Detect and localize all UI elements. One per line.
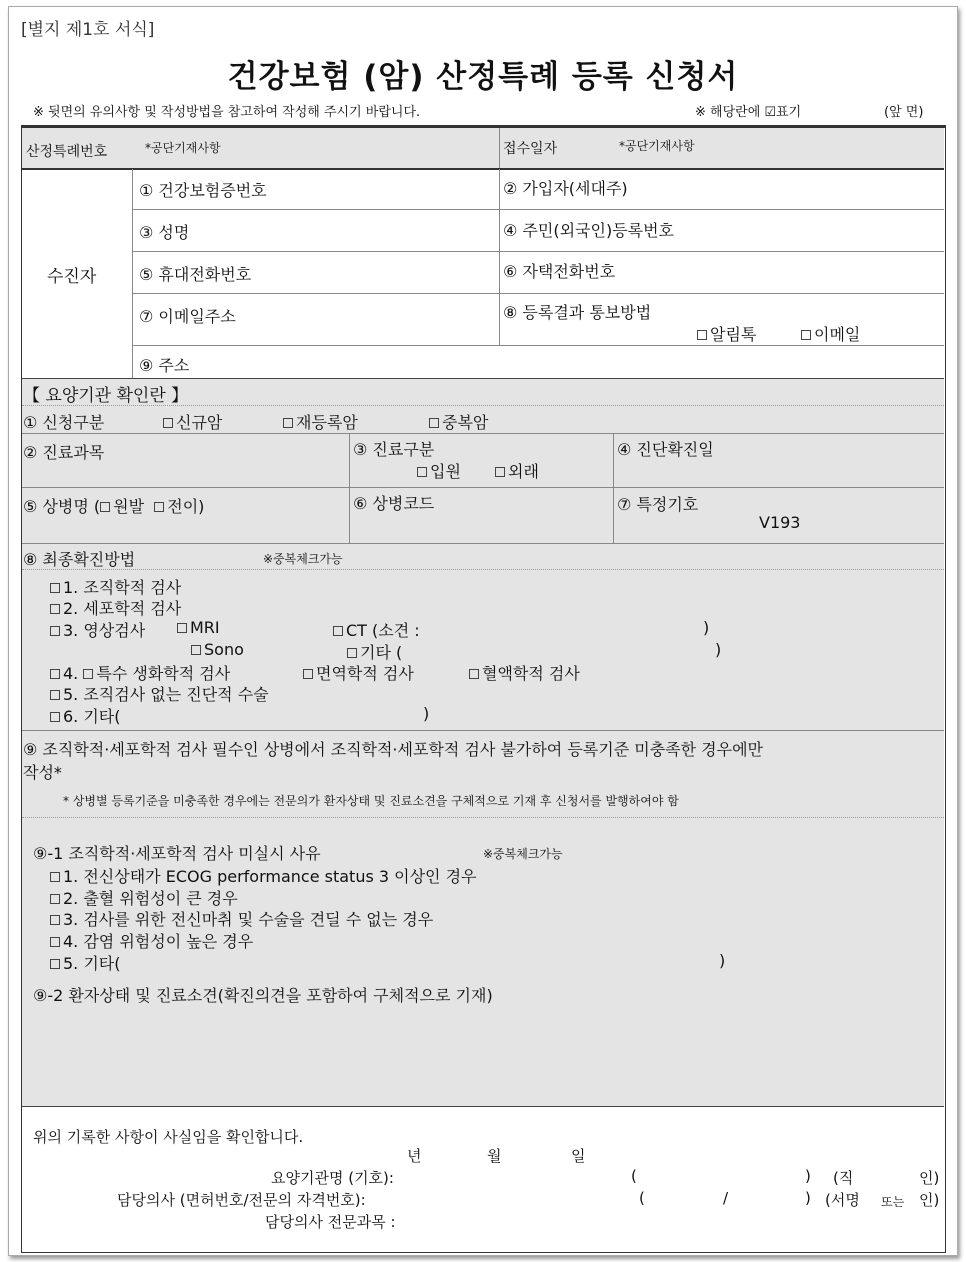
care-inpatient-option[interactable]: 입원	[417, 459, 461, 482]
method-special-tests[interactable]: 4. 특수 생화학적 검사	[50, 661, 230, 684]
reason-other[interactable]: 5. 기타(	[50, 951, 121, 974]
disease-code-label: ⑥ 상병코드	[353, 494, 435, 513]
mobile-phone-label: ⑤ 휴대전화번호	[139, 265, 252, 284]
receipt-date-label: 접수일자	[503, 141, 558, 157]
reason-infection[interactable]: 4. 감염 위험성이 높은 경우	[50, 929, 253, 952]
institution-section-title: 【 요양기관 확인란 】	[23, 386, 189, 406]
checkbox-icon[interactable]	[50, 894, 60, 904]
insurance-card-number-label: ① 건강보험증번호	[139, 181, 267, 200]
special-code-label: ⑦ 특정기호	[617, 495, 699, 514]
checkbox-icon[interactable]	[163, 418, 173, 428]
notify-kakao-option[interactable]: 알림톡	[697, 322, 756, 345]
apply-multiple-option[interactable]: 중복암	[429, 410, 488, 433]
reason-anesthesia[interactable]: 3. 검사를 위한 전신마취 및 수술을 견딜 수 없는 경우	[50, 907, 433, 930]
date-month: 월	[487, 1147, 502, 1165]
notice-text: ※ 뒷면의 유의사항 및 작성방법을 참고하여 작성해 주시기 바랍니다.	[33, 105, 421, 120]
doctor-specialty-label: 담당의사 전문과목 :	[265, 1213, 396, 1231]
notify-method-label: ⑧ 등록결과 통보방법	[503, 303, 652, 322]
checkbox-icon[interactable]	[303, 669, 313, 679]
final-method-note: ※중복체크가능	[263, 552, 343, 566]
checkbox-icon[interactable]	[417, 467, 427, 477]
special-code-value: V193	[759, 513, 801, 532]
apply-new-option[interactable]: 신규암	[163, 410, 222, 433]
diagnosis-date-label: ④ 진단확진일	[617, 440, 714, 459]
subscriber-label: ② 가입자(세대주)	[503, 179, 628, 198]
ct-close-paren: )	[703, 618, 710, 637]
checkbox-icon[interactable]	[333, 626, 343, 636]
resident-number-label: ④ 주민(외국인)등록번호	[503, 221, 675, 240]
reason-other-close-paren: )	[719, 951, 726, 970]
doc-close-paren: )	[805, 1189, 811, 1207]
confirm-text: 위의 기록한 사항이 사실임을 확인합니다.	[33, 1128, 304, 1146]
reg-number-label: 산정특례번호	[26, 144, 108, 160]
doc-slash: /	[723, 1189, 729, 1207]
section9-line1: ⑨ 조직학적·세포학적 검사 필수인 상병에서 조직학적·세포학적 검사 불가하여 등록기준 미충족한 경우에만	[23, 740, 763, 759]
reg-number-note: *공단기재사항	[145, 141, 221, 155]
checkbox-icon[interactable]	[83, 669, 93, 679]
checkbox-icon[interactable]	[177, 623, 187, 633]
name-label: ③ 성명	[139, 223, 190, 242]
checkbox-icon[interactable]	[191, 645, 201, 655]
page-side: (앞 면)	[884, 105, 924, 120]
checkbox-icon[interactable]	[347, 648, 357, 658]
checkbox-icon[interactable]	[50, 937, 60, 947]
method-histology[interactable]: 1. 조직학적 검사	[50, 575, 181, 598]
form-page	[8, 6, 958, 1256]
email-label: ⑦ 이메일주소	[139, 307, 236, 326]
doc-open-paren: (	[639, 1189, 645, 1207]
checkbox-icon[interactable]	[50, 959, 60, 969]
checkbox-icon[interactable]	[50, 690, 60, 700]
doc-sign-or: 또는	[881, 1195, 905, 1209]
other-img-close-paren: )	[715, 640, 722, 659]
checkbox-icon[interactable]	[50, 712, 60, 722]
checkbox-icon[interactable]	[50, 583, 60, 593]
apply-reregister-option[interactable]: 재등록암	[283, 410, 358, 433]
page-title: 건강보험 (암) 산정특례 등록 신청서	[227, 59, 739, 95]
imaging-other-option[interactable]: 기타 (	[347, 640, 402, 663]
checkbox-icon[interactable]	[283, 418, 293, 428]
home-phone-label: ⑥ 자택전화번호	[503, 262, 616, 281]
section9-line2: 작성*	[23, 763, 62, 782]
checkbox-icon[interactable]	[50, 604, 60, 614]
disease-name-label: ⑤ 상병명 ( 원발 전이)	[23, 497, 205, 516]
apply-type-label: ① 신청구분	[23, 413, 105, 432]
receipt-date-note: *공단기재사항	[619, 139, 695, 153]
method-hematology[interactable]: 혈액학적 검사	[469, 661, 580, 684]
reason-bleeding[interactable]: 2. 출혈 위험성이 큰 경우	[50, 886, 238, 909]
other-close-paren: )	[423, 704, 430, 723]
inst-seal-label: (직	[833, 1169, 854, 1187]
section9-note: * 상병별 등록기준을 미충족한 경우에는 전문의가 환자상태 및 진료소견을 구체적으로 기재 후 신청서를 발행하여야 함	[63, 794, 679, 808]
address-label: ⑨ 주소	[139, 356, 190, 375]
notify-email-option[interactable]: 이메일	[801, 322, 860, 345]
inst-close-paren: )	[805, 1167, 811, 1185]
doc-sign-label: (서명	[825, 1191, 860, 1209]
final-method-label: ⑧ 최종확진방법	[23, 550, 136, 569]
section9-1-title: ⑨-1 조직학적·세포학적 검사 미실시 사유	[33, 844, 321, 863]
section9-2-title: ⑨-2 환자상태 및 진료소견(확진의견을 포함하여 구체적으로 기재)	[33, 986, 493, 1005]
institution-name-label: 요양기관명 (기호):	[271, 1169, 394, 1187]
checkbox-icon[interactable]	[50, 915, 60, 925]
imaging-mri-option[interactable]: MRI	[177, 618, 220, 637]
care-type-label: ③ 진료구분	[353, 440, 435, 459]
method-cytology[interactable]: 2. 세포학적 검사	[50, 596, 181, 619]
checkbox-icon[interactable]	[50, 669, 60, 679]
checkbox-icon[interactable]	[801, 330, 811, 340]
date-day: 일	[571, 1147, 586, 1165]
checkbox-icon[interactable]	[100, 502, 110, 512]
dept-label: ② 진료과목	[23, 443, 105, 462]
imaging-sono-option[interactable]: Sono	[191, 640, 244, 659]
care-outpatient-option[interactable]: 외래	[495, 459, 539, 482]
checkbox-icon[interactable]	[495, 467, 505, 477]
date-year: 년	[407, 1147, 422, 1165]
checkbox-icon[interactable]	[154, 502, 164, 512]
inst-open-paren: (	[631, 1167, 637, 1185]
method-other[interactable]: 6. 기타(	[50, 704, 121, 727]
patient-section-label: 수진자	[47, 267, 97, 287]
checkbox-icon[interactable]	[469, 669, 479, 679]
check-notice: ※ 해당란에 ☑표기	[695, 105, 802, 120]
method-imaging[interactable]: 3. 영상검사	[50, 618, 145, 641]
reason-ecog[interactable]: 1. 전신상태가 ECOG performance status 3 이상인 경우	[50, 864, 477, 887]
method-immunology[interactable]: 면역학적 검사	[303, 661, 414, 684]
checkbox-icon[interactable]	[429, 418, 439, 428]
method-surgery[interactable]: 5. 조직검사 없는 진단적 수술	[50, 682, 269, 705]
checkbox-icon[interactable]	[50, 626, 60, 636]
doc-sign-end: 인)	[919, 1191, 940, 1209]
form-number: [별지 제1호 서식]	[21, 20, 155, 40]
checkbox-icon[interactable]	[50, 872, 60, 882]
inst-seal-end: 인)	[919, 1169, 940, 1187]
imaging-ct-option[interactable]: CT (소견 :	[333, 618, 420, 641]
section9-1-note: ※중복체크가능	[483, 847, 563, 861]
doctor-license-label: 담당의사 (면허번호/전문의 자격번호):	[117, 1191, 366, 1209]
checkbox-icon[interactable]	[697, 330, 707, 340]
